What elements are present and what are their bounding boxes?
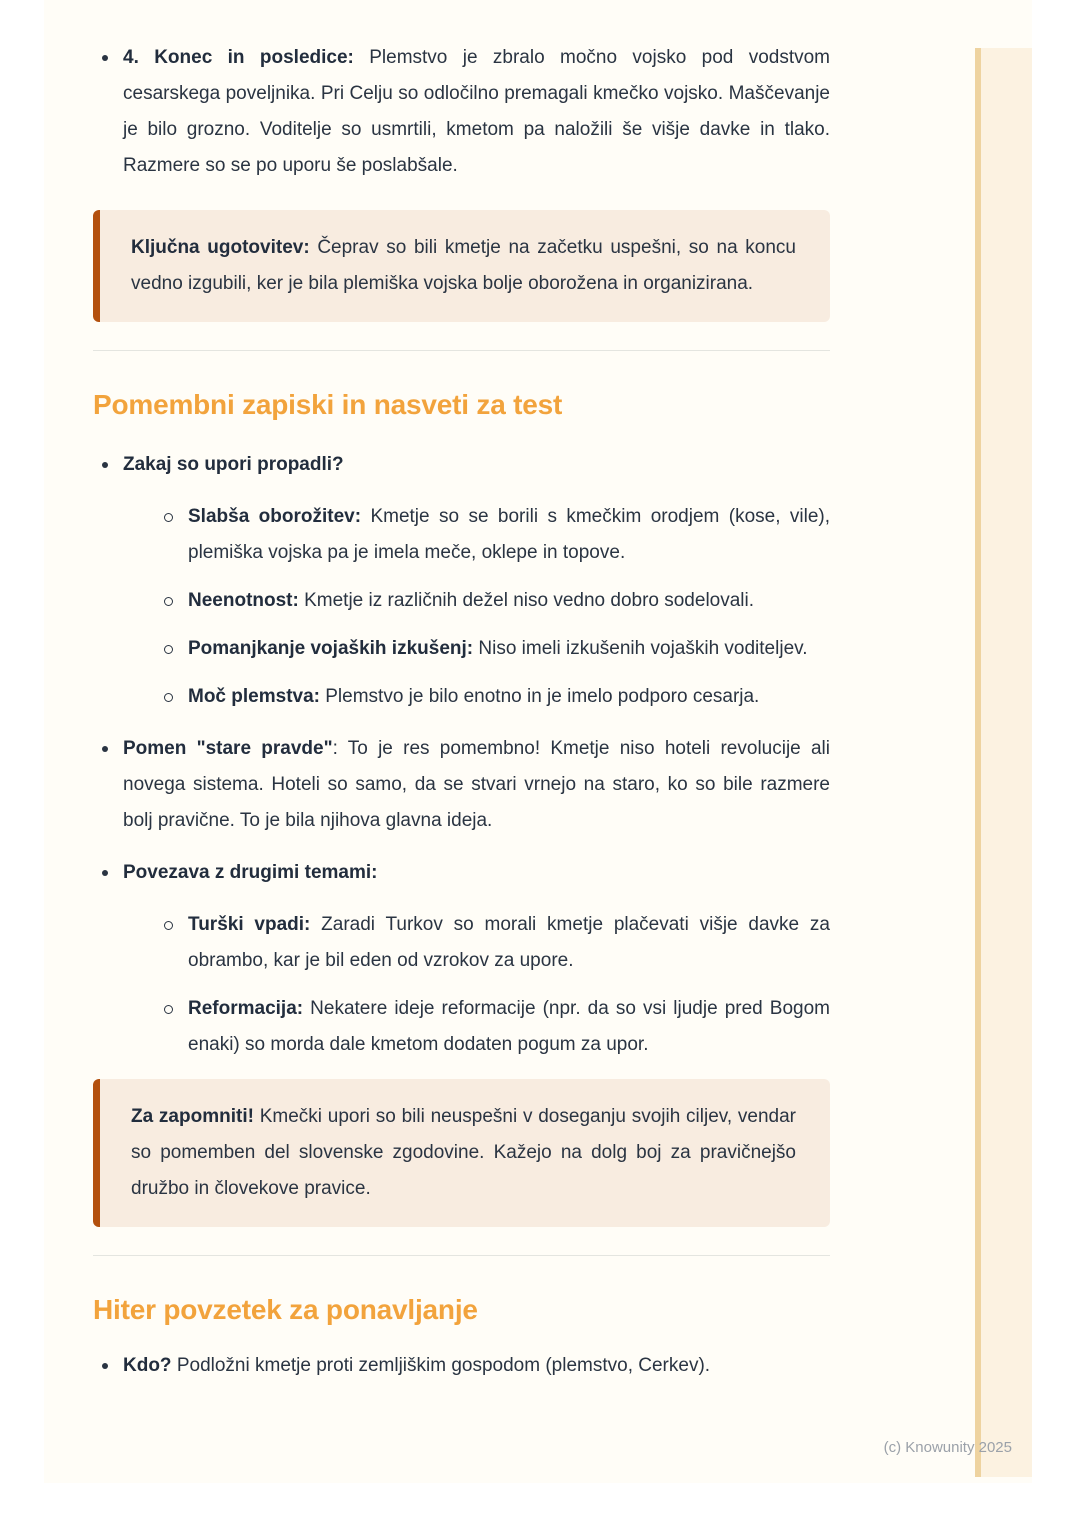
list-item [93,855,830,1063]
list-item [158,907,830,979]
section-title: Pomembni zapiski in nasveti za test [93,389,563,420]
list-item-label: Slabša oborožitev: [188,506,362,527]
callout-label: Za zapomniti! [131,1106,254,1127]
list-item-label: Pomanjkanje vojaških izkušenj: [188,638,474,659]
list-item-text: Niso imeli izkušenih vojaških voditeljev. [473,638,808,659]
summary-list [93,1348,830,1384]
circle-bullet-icon [164,513,173,522]
list-item-text: Nekatere ideje reformacije (npr. da so vsi ljudje pred Bogom enaki) so morda dale kmetom dodaten pogum za upor. [188,998,830,1055]
list-item-text: Kmetje so se borili s kmečkim orodjem (kose, vile), plemiška vojska pa je imela meče, oklepe in topove. [188,506,830,563]
document-page [44,0,1032,1483]
bullet-icon [102,870,108,876]
sub-list [158,499,830,715]
list-item-text: Plemstvo je zbralo močno vojsko pod vodstvom cesarskega poveljnika. Pri Celju so odločilno premagali kmečko vojsko. Maščevanje je bilo grozno. Voditelje so usmrtili, kmetom pa naložili še višje davke in tlako. Razmere so se po uporu še poslabšale. [123,47,831,176]
list-item-text: Podložni kmetje proti zemljiškim gospodom (plemstvo, Cerkev). [171,1355,711,1376]
list-item [93,447,830,715]
bullet-icon [102,55,108,61]
list-item [93,1348,830,1384]
list-item-label: Reformacija: [188,998,304,1019]
section-title: Hiter povzetek za ponavljanje [93,1294,478,1325]
bullet-icon [102,746,108,752]
sub-list [158,907,830,1063]
list-item-text: : To je res pomembno! Kmetje niso hoteli revolucije ali novega sistema. Hoteli so samo, da se stvari vrnejo na staro, ko so bile razmere bolj pravične. To je bila njihova glavna ideja. [123,738,830,831]
list-item [93,40,830,184]
list-item-label: Kdo? [123,1355,172,1376]
list-item-label: Zakaj so upori propadli? [123,454,344,475]
circle-bullet-icon [164,693,173,702]
list-item-text: Kmetje iz različnih dežel niso vedno dobro sodelovali. [298,590,755,611]
intro-list [93,40,830,184]
list-item [158,631,830,667]
bullet-icon [102,462,108,468]
list-item [158,583,830,619]
section-divider [93,350,830,351]
circle-bullet-icon [164,645,173,654]
circle-bullet-icon [164,1005,173,1014]
bullet-icon [102,1363,108,1369]
list-item-text: Plemstvo je bilo enotno in je imelo podporo cesarja. [319,686,760,707]
list-item-label: Moč plemstva: [188,686,320,707]
list-item [93,731,830,839]
page-edge-strip [975,48,1032,1477]
callout-text: Kmečki upori so bili neuspešni v doseganju svojih ciljev, vendar so pomemben del slovenske zgodovine. Kažejo na dolg boj za pravičnejšo družbo in človekove pravice. [131,1106,796,1199]
list-item-text: Zaradi Turkov so morali kmetje plačevati višje davke za obrambo, kar je bil eden od vzrokov za upore. [188,914,830,971]
section-divider [93,1255,830,1256]
callout-remember [93,1079,830,1227]
document-content [93,0,830,1384]
list-item-label: Povezava z drugimi temami: [123,862,378,883]
list-item [158,991,830,1063]
callout-text: Čeprav so bili kmetje na začetku uspešni, so na koncu vedno izgubili, ker je bila plemiška vojska bolje oborožena in organizirana. [131,237,796,294]
callout-key-finding [93,210,830,322]
notes-list [93,447,830,1063]
list-item-label: 4. Konec in posledice: [123,47,354,68]
list-item-label: Neenotnost: [188,590,299,611]
list-item-label: Turški vpadi: [188,914,311,935]
list-item-label: Pomen "stare pravde" [123,738,333,759]
list-item [158,679,830,715]
list-item [158,499,830,571]
circle-bullet-icon [164,921,173,930]
watermark: (c) Knowunity 2025 [883,1439,1012,1456]
callout-label: Ključna ugotovitev: [131,237,310,258]
circle-bullet-icon [164,597,173,606]
